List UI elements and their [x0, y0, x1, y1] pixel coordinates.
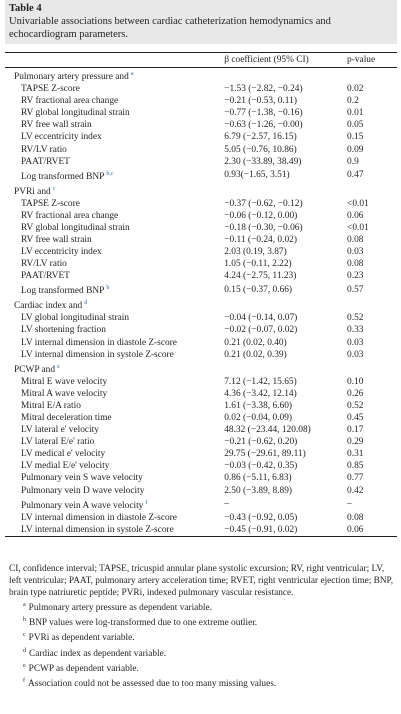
p-value-cell: 0.33 [347, 325, 364, 336]
table-group-row [5, 361, 397, 376]
coefficient-cell: −1.53 (−2.82, −0.24) [224, 84, 303, 95]
row-label [5, 512, 224, 524]
table-row [5, 349, 397, 361]
table-row [5, 270, 397, 282]
p-value-cell: 0.08 [347, 259, 364, 270]
row-label [5, 210, 224, 222]
footnote-marker[interactable]: c [52, 185, 56, 192]
table-row [5, 512, 397, 524]
row-label [5, 337, 224, 349]
p-value-cell [347, 361, 397, 376]
coefficient-cell [224, 183, 347, 198]
row-label [5, 107, 224, 119]
coefficient-cell: 2.30 (−33.89, 38.49) [224, 156, 302, 167]
row-label-text: Log transformed BNP [21, 286, 105, 297]
row-label-text: LV internal dimension in diastole Z-score [21, 512, 177, 523]
coefficient-cell: 48.32 (−23.44, 120.08) [224, 425, 311, 436]
row-label-text: TAPSE Z-score [21, 84, 80, 95]
row-label-text: LV medical e' velocity [21, 449, 106, 460]
table-group-row [5, 297, 397, 312]
row-label-text: RV/LV ratio [21, 259, 67, 270]
coefficient-cell [224, 68, 347, 84]
row-label-text: Mitral A wave velocity [21, 388, 108, 399]
row-label [5, 412, 224, 424]
table-row [5, 472, 397, 484]
table-row [5, 83, 397, 95]
p-value-cell: 0.77 [347, 473, 364, 484]
row-label-text: LV lateral E/e' ratio [21, 437, 95, 448]
p-value-cell: 0.15 [347, 132, 364, 143]
footnote-marker[interactable]: f [145, 499, 148, 506]
row-label-text: Mitral E wave velocity [21, 376, 108, 387]
row-label [5, 83, 224, 95]
row-label [5, 376, 224, 388]
table-row [5, 198, 397, 210]
p-value-cell: 0.08 [347, 234, 364, 245]
p-value-cell: 0.23 [347, 271, 364, 282]
table-row [5, 282, 397, 297]
p-value-cell: 0.10 [347, 376, 364, 387]
p-value-cell: 0.57 [347, 284, 364, 295]
coefficient-cell: −0.18 (−0.30, −0.06) [224, 222, 303, 233]
footnote-mark: a [23, 602, 26, 609]
coefficient-cell: −0.03 (−0.42, 0.35) [224, 461, 298, 472]
coefficient-cell: – [224, 499, 229, 510]
row-label [5, 349, 224, 361]
coefficient-cell: 2.03 (0.19, 3.87) [224, 247, 287, 258]
footnote-text: Pulmonary artery pressure as dependent variable. [28, 603, 212, 614]
p-value-cell: 0.06 [347, 210, 364, 221]
coefficient-cell [224, 297, 347, 312]
table-row [5, 131, 397, 143]
p-value-cell: 0.06 [347, 524, 397, 537]
row-label-text: Pulmonary artery pressure and [14, 72, 129, 82]
row-label [5, 436, 224, 448]
footnote-item [9, 675, 395, 690]
coefficient-cell: 6.79 (−2.57, 16.15) [224, 132, 297, 143]
coefficient-cell: 4.24 (−2.75, 11.23) [224, 271, 297, 282]
table-row [5, 156, 397, 168]
table-row [5, 95, 397, 107]
coefficient-cell: −0.63 (−1.26, −0.00) [224, 120, 303, 131]
coefficient-cell: −0.06 (−0.12, 0.00) [224, 210, 298, 221]
footnote-marker[interactable]: b,c [106, 170, 114, 177]
p-value-cell: 0.42 [347, 485, 364, 496]
row-label-text: RV fractional area change [21, 210, 119, 221]
p-value-cell: 0.26 [347, 388, 364, 399]
table-group-row [5, 183, 397, 198]
row-label-text: Pulmonary vein D wave velocity [21, 485, 145, 496]
coefficient-cell: −0.77 (−1.38, −0.16) [224, 108, 303, 119]
table-header-row [5, 53, 397, 68]
table-row [5, 424, 397, 436]
coefficient-cell: −0.02 (−0.07, 0.02) [224, 325, 298, 336]
footnote-marker[interactable]: b [106, 285, 110, 292]
p-value-cell: 0.52 [347, 400, 364, 411]
row-label-text: RV free wall strain [21, 234, 92, 245]
row-label-text: RV global longitudinal strain [21, 108, 130, 119]
table-title: Univariable associations between cardiac catheterization hemodynamics and echocardiogram parameters. [9, 16, 331, 40]
table-body [5, 68, 397, 537]
p-value-cell: 0.9 [347, 156, 359, 167]
coefficient-cell [224, 361, 347, 376]
footnote-item [9, 599, 395, 614]
row-label-text: LV medial E/e' velocity [21, 461, 110, 472]
row-label-text: PVRi and [14, 186, 51, 197]
row-label-text: LV global longitudinal strain [21, 313, 130, 324]
row-label-text: Log transformed BNP [21, 171, 105, 182]
p-value-cell: – [347, 499, 352, 510]
coefficient-cell: 0.21 (0.02, 0.39) [224, 349, 287, 360]
row-label [5, 485, 224, 497]
row-label-text: PCWP and [14, 364, 56, 375]
footnote-list [9, 599, 395, 690]
row-label [5, 424, 224, 436]
coefficient-cell: 0.15 (−0.37, 0.66) [224, 284, 293, 295]
column-header-coefficient: β coefficient (95% CI) [224, 53, 347, 68]
p-value-cell: 0.02 [347, 84, 364, 95]
table-row [5, 485, 397, 497]
row-label [5, 234, 224, 246]
p-value-cell: 0.45 [347, 413, 364, 424]
row-label [5, 258, 224, 270]
row-label-text: PAAT/RVET [21, 156, 70, 167]
row-label [5, 400, 224, 412]
row-label [5, 282, 224, 297]
table-row [5, 337, 397, 349]
footnote-mark: f [23, 677, 25, 684]
p-value-cell [347, 68, 397, 84]
coefficient-cell: 1.61 (−3.38, 6.60) [224, 400, 293, 411]
table-row [5, 400, 397, 412]
row-label [5, 312, 224, 324]
row-label [5, 460, 224, 472]
table-caption [5, 0, 397, 44]
row-label [5, 222, 224, 234]
table-row [5, 524, 397, 537]
footnote-mark: c [23, 632, 26, 639]
p-value-cell: 0.2 [347, 96, 359, 107]
p-value-cell: 0.85 [347, 461, 364, 472]
row-label-text: LV shortening fraction [21, 325, 106, 336]
p-value-cell: 0.52 [347, 313, 364, 324]
table-row [5, 324, 397, 336]
table-group-row [5, 68, 397, 84]
p-value-cell: 0.47 [347, 170, 364, 181]
coefficient-cell: 5.05 (−0.76, 10.86) [224, 144, 297, 155]
footnote-text: PCWP as dependent variable. [28, 663, 139, 674]
coefficient-cell: 1.05 (−0.11, 2.22) [224, 259, 292, 270]
footnote-item [9, 614, 395, 629]
coefficient-cell: −0.11 (−0.24, 0.02) [224, 234, 297, 245]
row-label [5, 497, 224, 512]
row-label [5, 95, 224, 107]
row-label [5, 524, 224, 537]
coefficient-cell: −0.37 (−0.62, −0.12) [224, 198, 303, 209]
row-label [5, 198, 224, 210]
footnote-text: Association could not be assessed due to too many missing values. [28, 678, 277, 689]
abbreviations-note: CI, confidence interval; TAPSE, tricuspid annular plane systolic excursion; RV, right ventricular; LV, left ventricular; PAAT, pulmonary artery acceleration time; RVET, right ventricular ejection time; BNP, brain type natriuretic peptide; PVRi, indexed pulmonary vascular resistance. [9, 564, 394, 599]
coefficient-cell: 4.36 (−3.42, 12.14) [224, 388, 297, 399]
p-value-cell [347, 183, 397, 198]
row-label-text: Mitral deceleration time [21, 413, 112, 424]
table-footnotes [9, 563, 395, 690]
p-value-cell: 0.03 [347, 337, 364, 348]
p-value-cell: <0.01 [347, 198, 369, 209]
footnote-mark: e [23, 662, 26, 669]
footnote-item [9, 629, 395, 644]
footnote-text: PVRi as dependent variable. [28, 633, 135, 644]
p-value-cell: 0.29 [347, 437, 364, 448]
table-row [5, 412, 397, 424]
column-header-variable [5, 53, 224, 68]
table-row [5, 222, 397, 234]
table-row [5, 312, 397, 324]
table-row [5, 210, 397, 222]
p-value-cell: 0.03 [347, 349, 364, 360]
coefficient-cell: −0.21 (−0.53, 0.11) [224, 96, 297, 107]
row-label [5, 68, 224, 84]
p-value-cell: 0.01 [347, 108, 364, 119]
row-label-text: RV/LV ratio [21, 144, 67, 155]
footnote-item [9, 645, 395, 660]
footnote-marker[interactable]: d [84, 300, 88, 307]
coefficient-cell: 0.86 (−5.11, 6.83) [224, 473, 292, 484]
row-label [5, 324, 224, 336]
table-label: Table 4 [9, 3, 42, 14]
p-value-cell: 0.03 [347, 247, 364, 258]
table-row [5, 119, 397, 131]
coefficient-cell: 29.75 (−29.61, 89.11) [224, 449, 306, 460]
table-row [5, 168, 397, 183]
row-label [5, 361, 224, 376]
row-label-text: TAPSE Z-score [21, 198, 80, 209]
p-value-cell: 0.08 [347, 512, 364, 523]
p-value-cell: 0.05 [347, 120, 364, 131]
row-label [5, 143, 224, 155]
coefficient-cell: 2.50 (−3.89, 8.89) [224, 485, 293, 496]
row-label-text: LV eccentricity index [21, 132, 102, 143]
coefficient-cell: −0.21 (−0.62, 0.20) [224, 437, 298, 448]
row-label [5, 246, 224, 258]
row-label-text: RV fractional area change [21, 96, 119, 107]
row-label [5, 131, 224, 143]
table-row [5, 436, 397, 448]
row-label-text: Pulmonary vein A wave velocity [21, 500, 144, 511]
coefficient-cell: −0.43 (−0.92, 0.05) [224, 512, 298, 523]
row-label [5, 183, 224, 198]
row-label [5, 472, 224, 484]
row-label-text: RV global longitudinal strain [21, 222, 130, 233]
table-row [5, 107, 397, 119]
table-row [5, 234, 397, 246]
table-row [5, 246, 397, 258]
table-row [5, 143, 397, 155]
footnote-marker[interactable]: e [57, 363, 60, 370]
row-label [5, 119, 224, 131]
table-row [5, 376, 397, 388]
coefficient-cell: −0.04 (−0.14, 0.07) [224, 313, 298, 324]
row-label-text: LV internal dimension in diastole Z-score [21, 337, 177, 348]
row-label-text: RV free wall strain [21, 120, 92, 131]
associations-table [5, 52, 397, 537]
table-row [5, 388, 397, 400]
row-label-text: LV eccentricity index [21, 247, 102, 258]
row-label-text: Pulmonary vein S wave velocity [21, 473, 143, 484]
row-label [5, 297, 224, 312]
table-row [5, 497, 397, 512]
p-value-cell: 0.31 [347, 449, 364, 460]
coefficient-cell: 0.02 (−0.04, 0.09) [224, 413, 293, 424]
row-label [5, 270, 224, 282]
row-label-text: PAAT/RVET [21, 271, 70, 282]
footnote-mark: b [23, 617, 26, 624]
p-value-cell: 0.17 [347, 425, 364, 436]
column-header-p-value: p-value [347, 53, 397, 68]
footnote-marker[interactable]: a [130, 71, 134, 77]
row-label [5, 168, 224, 183]
coefficient-cell: 0.93(−1.65, 3.51) [224, 170, 290, 181]
row-label [5, 388, 224, 400]
row-label-text: Mitral E/A ratio [21, 400, 81, 411]
table-row [5, 448, 397, 460]
coefficient-cell: 7.12 (−1.42, 15.65) [224, 376, 297, 387]
row-label-text: LV internal dimension in systole Z-score [21, 524, 174, 535]
coefficient-cell: −0.45 (−0.91, 0.02) [224, 524, 347, 537]
footnote-mark: d [23, 647, 26, 654]
coefficient-cell: 0.21 (0.02, 0.40) [224, 337, 287, 348]
footnote-text: Cardiac index as dependent variable. [29, 648, 167, 659]
p-value-cell: <0.01 [347, 222, 369, 233]
table-row [5, 258, 397, 270]
row-label [5, 448, 224, 460]
footnote-item [9, 660, 395, 675]
row-label-text: LV internal dimension in systole Z-score [21, 349, 174, 360]
table-row [5, 460, 397, 472]
row-label [5, 156, 224, 168]
p-value-cell [347, 297, 397, 312]
p-value-cell: 0.09 [347, 144, 364, 155]
footnote-text: BNP values were log-transformed due to one extreme outlier. [29, 618, 258, 629]
row-label-text: LV lateral e' velocity [21, 425, 99, 436]
row-label-text: Cardiac index and [14, 301, 83, 312]
